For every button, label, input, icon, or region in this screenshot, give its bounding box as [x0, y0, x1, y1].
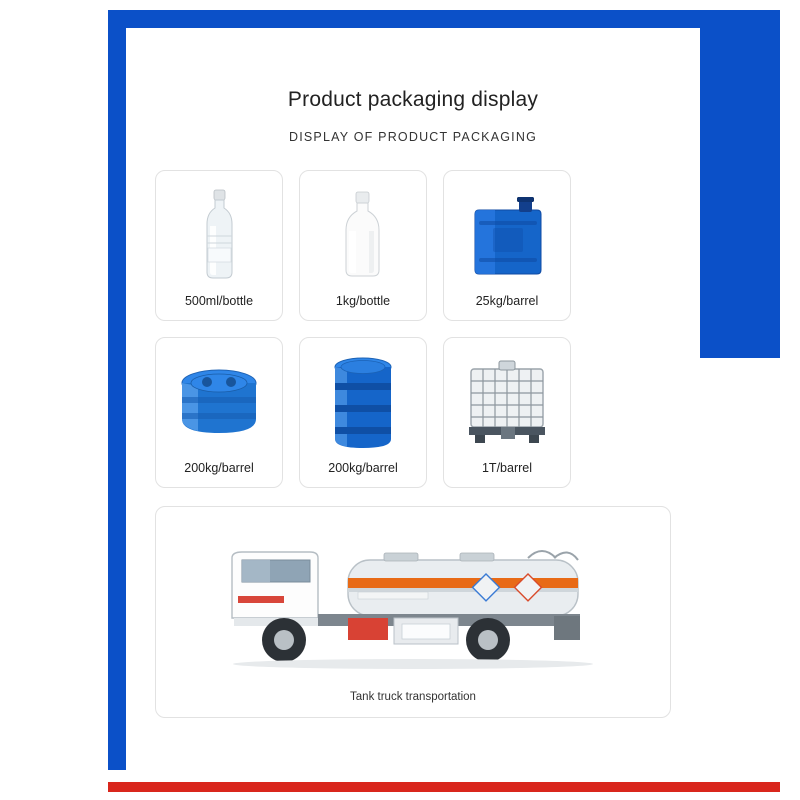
blue-steel-drum-icon — [317, 347, 409, 459]
packaging-caption: 1T/barrel — [481, 461, 533, 475]
packaging-caption: 200kg/barrel — [184, 461, 254, 475]
transport-caption: Tank truck transportation — [350, 691, 476, 703]
frame-bar-left — [108, 10, 126, 770]
frame-bar-top — [108, 10, 780, 28]
packaging-card-1t[interactable] — [443, 337, 571, 488]
product-image-200kg-plastic — [156, 338, 282, 461]
packaging-card-200kg-steel[interactable] — [299, 337, 427, 488]
packaging-caption: 1kg/bottle — [335, 294, 391, 308]
transport-image — [156, 507, 670, 691]
page-subtitle: DISPLAY OF PRODUCT PACKAGING — [289, 130, 537, 144]
frame-bar-bottom — [108, 782, 780, 792]
packaging-card-500ml[interactable] — [155, 170, 283, 321]
page-title: Product packaging display — [287, 88, 539, 111]
packaging-card-200kg-plastic[interactable] — [155, 337, 283, 488]
clear-plastic-bottle-icon — [189, 186, 249, 286]
ibc-tote-icon — [455, 355, 559, 451]
tank-truck-icon — [198, 522, 628, 677]
packaging-card-25kg[interactable] — [443, 170, 571, 321]
packaging-card-1kg[interactable] — [299, 170, 427, 321]
packaging-caption: 200kg/barrel — [328, 461, 398, 475]
white-plastic-bottle-icon — [330, 186, 396, 286]
transport-card[interactable] — [155, 506, 671, 718]
frame-bar-right — [700, 10, 780, 358]
packaging-grid — [155, 170, 671, 488]
blue-plastic-drum-icon — [165, 353, 273, 453]
product-image-1t — [444, 338, 570, 461]
packaging-caption: 500ml/bottle — [184, 294, 254, 308]
product-image-1kg — [300, 171, 426, 294]
packaging-caption: 25kg/barrel — [475, 294, 539, 308]
blue-jerrycan-icon — [459, 188, 555, 284]
content-area — [126, 28, 700, 770]
product-image-500ml — [156, 171, 282, 294]
product-image-25kg — [444, 171, 570, 294]
product-image-200kg-steel — [300, 338, 426, 461]
